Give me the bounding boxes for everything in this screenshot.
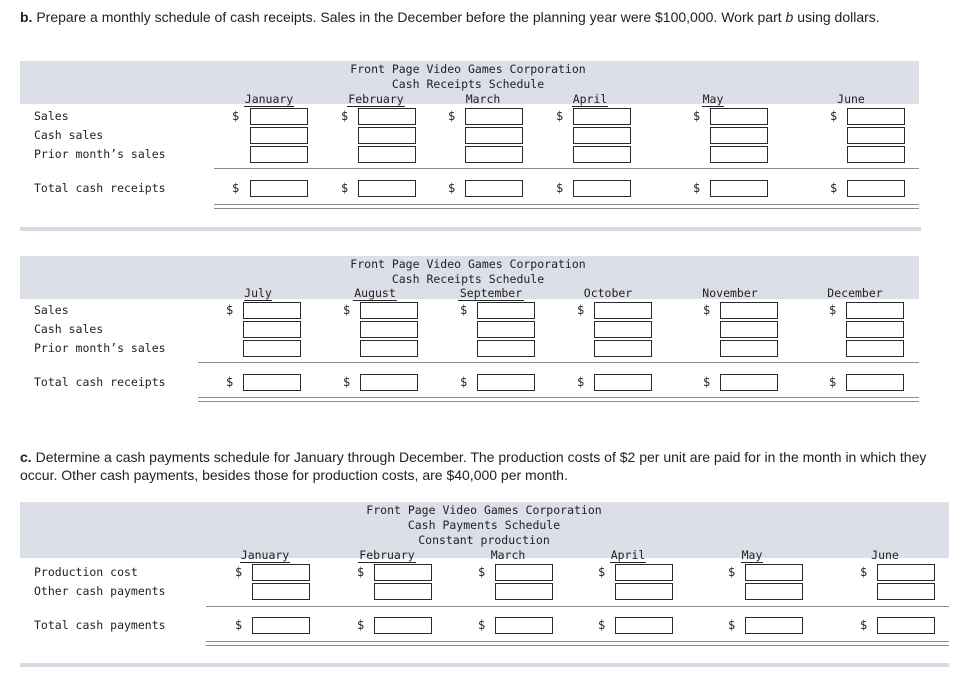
amount-input[interactable] <box>374 583 432 600</box>
month-header <box>572 92 608 106</box>
total-amount-input[interactable] <box>847 180 905 197</box>
schedule-title-line: Constant production <box>418 533 550 547</box>
amount-input[interactable] <box>252 583 310 600</box>
currency-sign: $ <box>703 303 711 317</box>
amount-input[interactable] <box>360 340 418 357</box>
rule-line <box>214 208 919 209</box>
month-label: June <box>871 548 899 562</box>
amount-input[interactable] <box>477 321 535 338</box>
amount-input[interactable] <box>847 127 905 144</box>
month-header <box>488 548 528 562</box>
rule-line <box>206 645 949 646</box>
month-header <box>701 286 759 300</box>
part-b-text-end: using dollars. <box>793 9 880 25</box>
currency-sign: $ <box>693 181 701 195</box>
currency-sign: $ <box>341 181 349 195</box>
month-header <box>358 548 416 562</box>
amount-input[interactable] <box>250 146 308 163</box>
amount-input[interactable] <box>720 340 778 357</box>
month-header <box>240 548 290 562</box>
amount-input[interactable] <box>745 583 803 600</box>
currency-sign: $ <box>232 181 240 195</box>
part-c-instructions <box>20 448 950 484</box>
month-header <box>836 92 866 106</box>
month-label: July <box>244 286 272 300</box>
amount-input[interactable] <box>710 108 768 125</box>
schedule-title-line: Front Page Video Games Corporation <box>350 257 586 271</box>
total-amount-input[interactable] <box>745 617 803 634</box>
currency-sign: $ <box>478 618 486 632</box>
amount-input[interactable] <box>846 340 904 357</box>
total-amount-input[interactable] <box>477 374 535 391</box>
month-underline <box>240 562 290 563</box>
currency-sign: $ <box>226 375 234 389</box>
month-underline <box>572 106 608 107</box>
month-underline <box>458 300 524 301</box>
month-header <box>582 286 634 300</box>
part-c-text: Determine a cash payments schedule for January through December. The production costs of $2 per unit are paid for in the month in which they occur. Other cash payments, besides those for production costs, are $40,000 per month. <box>20 449 927 483</box>
rule-line <box>214 168 919 169</box>
schedule-title-line: Front Page Video Games Corporation <box>366 503 602 517</box>
rule-line <box>198 401 919 402</box>
currency-sign: $ <box>460 303 468 317</box>
total-amount-input[interactable] <box>710 180 768 197</box>
rule-line <box>198 397 919 398</box>
total-amount-input[interactable] <box>720 374 778 391</box>
row-label: Sales <box>34 303 69 317</box>
amount-input[interactable] <box>358 127 416 144</box>
amount-input[interactable] <box>360 302 418 319</box>
month-underline <box>244 106 294 107</box>
rule-line <box>206 641 949 642</box>
month-underline <box>347 106 405 107</box>
month-header <box>826 286 884 300</box>
total-amount-input[interactable] <box>465 180 523 197</box>
amount-input[interactable] <box>720 321 778 338</box>
month-label: December <box>827 286 883 300</box>
amount-input[interactable] <box>465 146 523 163</box>
row-label: Sales <box>34 109 69 123</box>
month-header <box>347 92 405 106</box>
amount-input[interactable] <box>877 583 935 600</box>
amount-input[interactable] <box>615 564 673 581</box>
currency-sign: $ <box>703 375 711 389</box>
amount-input[interactable] <box>252 564 310 581</box>
schedule-title-line: Cash Receipts Schedule <box>391 77 545 91</box>
currency-sign: $ <box>830 181 838 195</box>
month-header <box>870 548 900 562</box>
currency-sign: $ <box>577 303 585 317</box>
currency-sign: $ <box>235 618 243 632</box>
currency-sign: $ <box>357 565 365 579</box>
amount-input[interactable] <box>465 108 523 125</box>
month-underline <box>741 562 763 563</box>
month-header <box>244 286 272 300</box>
currency-sign: $ <box>226 303 234 317</box>
amount-input[interactable] <box>745 564 803 581</box>
month-label: May <box>702 92 724 106</box>
currency-sign: $ <box>556 181 564 195</box>
total-amount-input[interactable] <box>243 374 301 391</box>
part-b-instructions <box>20 8 950 26</box>
currency-sign: $ <box>235 565 243 579</box>
row-label: Cash sales <box>34 128 104 142</box>
currency-sign: $ <box>829 375 837 389</box>
month-label: March <box>490 548 526 562</box>
currency-sign: $ <box>343 375 351 389</box>
row-label: Production cost <box>34 565 138 579</box>
amount-input[interactable] <box>250 127 308 144</box>
total-row-label: Total cash receipts <box>34 375 166 389</box>
month-underline <box>244 300 272 301</box>
currency-sign: $ <box>598 618 606 632</box>
month-label: October <box>583 286 633 300</box>
part-c-label: c. <box>20 449 32 465</box>
total-amount-input[interactable] <box>846 374 904 391</box>
row-label: Prior month’s sales <box>34 341 166 355</box>
total-amount-input[interactable] <box>358 180 416 197</box>
amount-input[interactable] <box>374 564 432 581</box>
total-row-label: Total cash receipts <box>34 181 166 195</box>
amount-input[interactable] <box>573 108 631 125</box>
row-label: Other cash payments <box>34 584 166 598</box>
section-separator <box>20 227 921 231</box>
month-underline <box>610 562 646 563</box>
amount-input[interactable] <box>243 302 301 319</box>
schedule-title-line: Front Page Video Games Corporation <box>350 62 586 76</box>
amount-input[interactable] <box>710 146 768 163</box>
currency-sign: $ <box>728 565 736 579</box>
amount-input[interactable] <box>250 108 308 125</box>
amount-input[interactable] <box>877 564 935 581</box>
month-label: November <box>702 286 758 300</box>
section-separator-bottom <box>20 663 949 667</box>
total-amount-input[interactable] <box>573 180 631 197</box>
currency-sign: $ <box>460 375 468 389</box>
month-label: May <box>741 548 763 562</box>
part-b-italic: b <box>785 9 794 25</box>
amount-input[interactable] <box>594 302 652 319</box>
month-header <box>244 92 294 106</box>
total-amount-input[interactable] <box>495 617 553 634</box>
total-amount-input[interactable] <box>615 617 673 634</box>
month-header <box>610 548 646 562</box>
amount-input[interactable] <box>573 127 631 144</box>
total-amount-input[interactable] <box>252 617 310 634</box>
month-label: January <box>240 548 290 562</box>
amount-input[interactable] <box>495 564 553 581</box>
month-label: August <box>354 286 396 300</box>
currency-sign: $ <box>860 565 868 579</box>
total-amount-input[interactable] <box>594 374 652 391</box>
currency-sign: $ <box>728 618 736 632</box>
month-label: June <box>837 92 865 106</box>
amount-input[interactable] <box>710 127 768 144</box>
amount-input[interactable] <box>358 108 416 125</box>
month-header <box>702 92 724 106</box>
currency-sign: $ <box>829 303 837 317</box>
month-label: February <box>359 548 415 562</box>
month-label: January <box>244 92 294 106</box>
row-label: Cash sales <box>34 322 104 336</box>
month-label: March <box>465 92 501 106</box>
month-underline <box>702 106 724 107</box>
currency-sign: $ <box>577 375 585 389</box>
currency-sign: $ <box>830 109 838 123</box>
amount-input[interactable] <box>594 340 652 357</box>
total-row-label: Total cash payments <box>34 618 166 632</box>
currency-sign: $ <box>341 109 349 123</box>
amount-input[interactable] <box>720 302 778 319</box>
amount-input[interactable] <box>846 321 904 338</box>
month-label: April <box>572 92 608 106</box>
month-underline <box>353 300 397 301</box>
amount-input[interactable] <box>360 321 418 338</box>
part-b-text: Prepare a monthly schedule of cash receipts. Sales in the December before the planning year were $100,000. Work part <box>36 9 786 25</box>
currency-sign: $ <box>860 618 868 632</box>
rule-line <box>214 204 919 205</box>
month-label: February <box>348 92 404 106</box>
total-amount-input[interactable] <box>360 374 418 391</box>
amount-input[interactable] <box>847 108 905 125</box>
currency-sign: $ <box>448 109 456 123</box>
schedule-title-line: Cash Receipts Schedule <box>391 272 545 286</box>
total-amount-input[interactable] <box>250 180 308 197</box>
row-label: Prior month’s sales <box>34 147 166 161</box>
amount-input[interactable] <box>477 340 535 357</box>
month-label: September <box>459 286 523 300</box>
currency-sign: $ <box>357 618 365 632</box>
currency-sign: $ <box>598 565 606 579</box>
currency-sign: $ <box>693 109 701 123</box>
month-header <box>741 548 763 562</box>
amount-input[interactable] <box>573 146 631 163</box>
currency-sign: $ <box>478 565 486 579</box>
amount-input[interactable] <box>594 321 652 338</box>
month-header <box>458 286 524 300</box>
month-header <box>463 92 503 106</box>
currency-sign: $ <box>343 303 351 317</box>
amount-input[interactable] <box>615 583 673 600</box>
total-amount-input[interactable] <box>877 617 935 634</box>
currency-sign: $ <box>232 109 240 123</box>
currency-sign: $ <box>556 109 564 123</box>
amount-input[interactable] <box>243 321 301 338</box>
amount-input[interactable] <box>495 583 553 600</box>
amount-input[interactable] <box>358 146 416 163</box>
rule-line <box>206 606 949 607</box>
month-underline <box>358 562 416 563</box>
amount-input[interactable] <box>477 302 535 319</box>
part-b-label: b. <box>20 9 33 25</box>
total-amount-input[interactable] <box>374 617 432 634</box>
currency-sign: $ <box>448 181 456 195</box>
amount-input[interactable] <box>847 146 905 163</box>
amount-input[interactable] <box>243 340 301 357</box>
month-label: April <box>610 548 646 562</box>
amount-input[interactable] <box>846 302 904 319</box>
rule-line <box>198 362 919 363</box>
schedule-title-line: Cash Payments Schedule <box>407 518 561 532</box>
month-header <box>353 286 397 300</box>
amount-input[interactable] <box>465 127 523 144</box>
